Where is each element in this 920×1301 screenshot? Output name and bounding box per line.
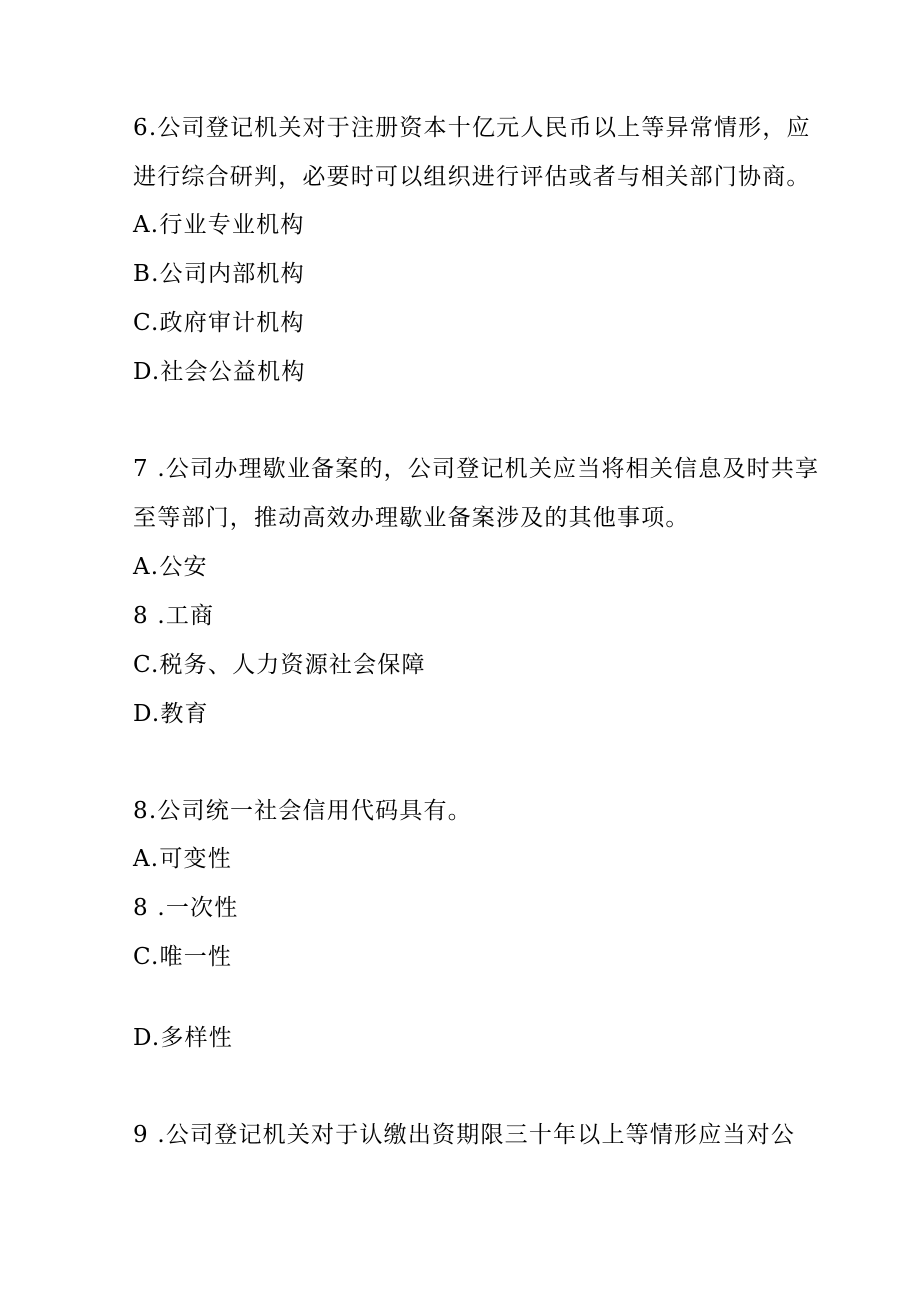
question-9-stem-line-1: 9 .公司登记机关对于认缴出资期限三十年以上等情形应当对公 bbox=[133, 1122, 796, 1148]
question-8-option-b: 8 .一次性 bbox=[133, 895, 239, 921]
question-8-option-c: C.唯一性 bbox=[133, 944, 233, 970]
question-7-option-c: C.税务、人力资源社会保障 bbox=[133, 652, 426, 678]
question-6-stem-line-1: 6.公司登记机关对于注册资本十亿元人民币以上等异常情形，应 bbox=[133, 115, 811, 141]
question-6-option-c: C.政府审计机构 bbox=[133, 310, 305, 336]
question-7-stem-line-2: 至等部门，推动高效办理歇业备案涉及的其他事项。 bbox=[133, 505, 690, 531]
question-8-option-d: D.多样性 bbox=[133, 1025, 233, 1051]
question-6-option-b: B.公司内部机构 bbox=[133, 261, 305, 287]
question-6-option-d: D.社会公益机构 bbox=[133, 359, 306, 385]
question-8-stem-line-1: 8.公司统一社会信用代码具有。 bbox=[133, 798, 472, 824]
question-7-option-a: A.公安 bbox=[133, 554, 208, 580]
question-7-option-b: 8 .工商 bbox=[133, 603, 215, 629]
question-8-option-a: A.可变性 bbox=[133, 846, 232, 872]
question-7-option-d: D.教育 bbox=[133, 701, 209, 727]
question-6-stem-line-2: 进行综合研判，必要时可以组织进行评估或者与相关部门协商。 bbox=[133, 164, 811, 190]
question-7-stem-line-1: 7 .公司办理歇业备案的，公司登记机关应当将相关信息及时共享 bbox=[133, 456, 820, 482]
question-6-option-a: A.行业专业机构 bbox=[133, 212, 305, 238]
